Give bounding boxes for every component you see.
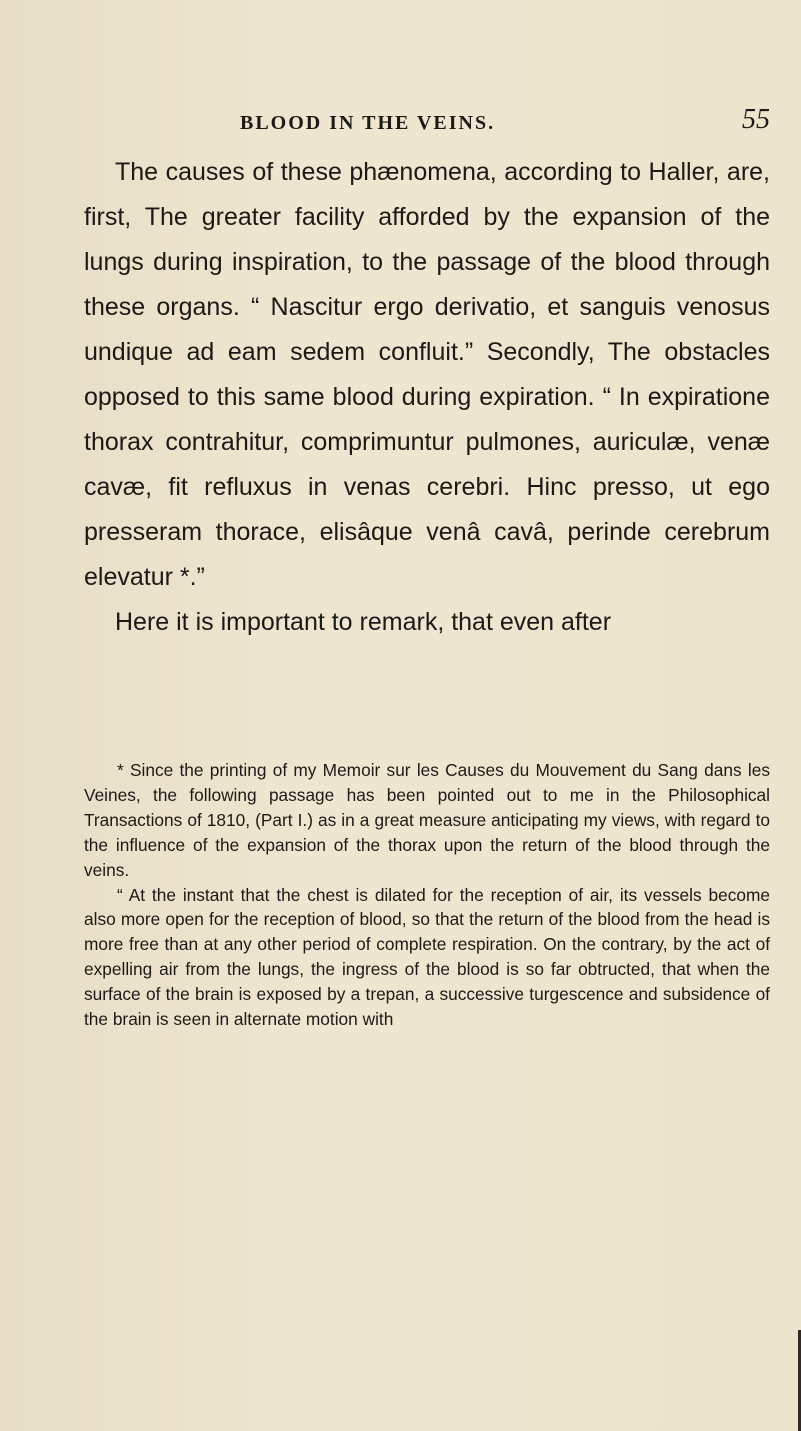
- footnote-paragraph-1: * Since the printing of my Memoir sur les Causes du Mouvement du Sang dans les Veines, the following passage has been pointed out to me in the Philosophical Transactions of 1810, (Part I.) as in a great measure anticipating my views, with regard to the influence of the expansion of the thorax upon the return of the blood through the veins.: [84, 760, 770, 880]
- running-head: BLOOD IN THE VEINS.: [240, 112, 496, 134]
- footnote: [84, 758, 770, 1032]
- body-paragraph-2: Here it is important to remark, that even after: [115, 608, 612, 636]
- body-paragraph-1: The causes of these phænomena, according to Haller, are, first, The greater facility afforded by the expansion of the lungs during inspiration, to the passage of the blood through these organs. “ Nascitur ergo derivatio, et sanguis venosus undique ad eam sedem confluit.” Secondly, The obstacles opposed to this same blood during expiration. “ In expiratione thorax contrahitur, comprimuntur pulmones, auriculæ, venæ cavæ, fit refluxus in venas cerebri. Hinc presso, ut ego presseram thorace, elisâque venâ cavâ, perinde cerebrum elevatur *.”: [84, 158, 770, 591]
- footnote-paragraph-2: “ At the instant that the chest is dilated for the reception of air, its vessels become also more open for the reception of blood, so that the return of the blood from the head is more free than at any other period of complete respiration. On the contrary, by the act of expelling air from the lungs, the ingress of the blood is so far obtructed, that when the surface of the brain is exposed by a trepan, a successive turgescence and subsidence of the brain is seen in alternate motion with: [84, 884, 770, 1030]
- page-number: 55: [742, 104, 770, 135]
- page-header: [240, 104, 770, 142]
- main-text: [84, 150, 770, 645]
